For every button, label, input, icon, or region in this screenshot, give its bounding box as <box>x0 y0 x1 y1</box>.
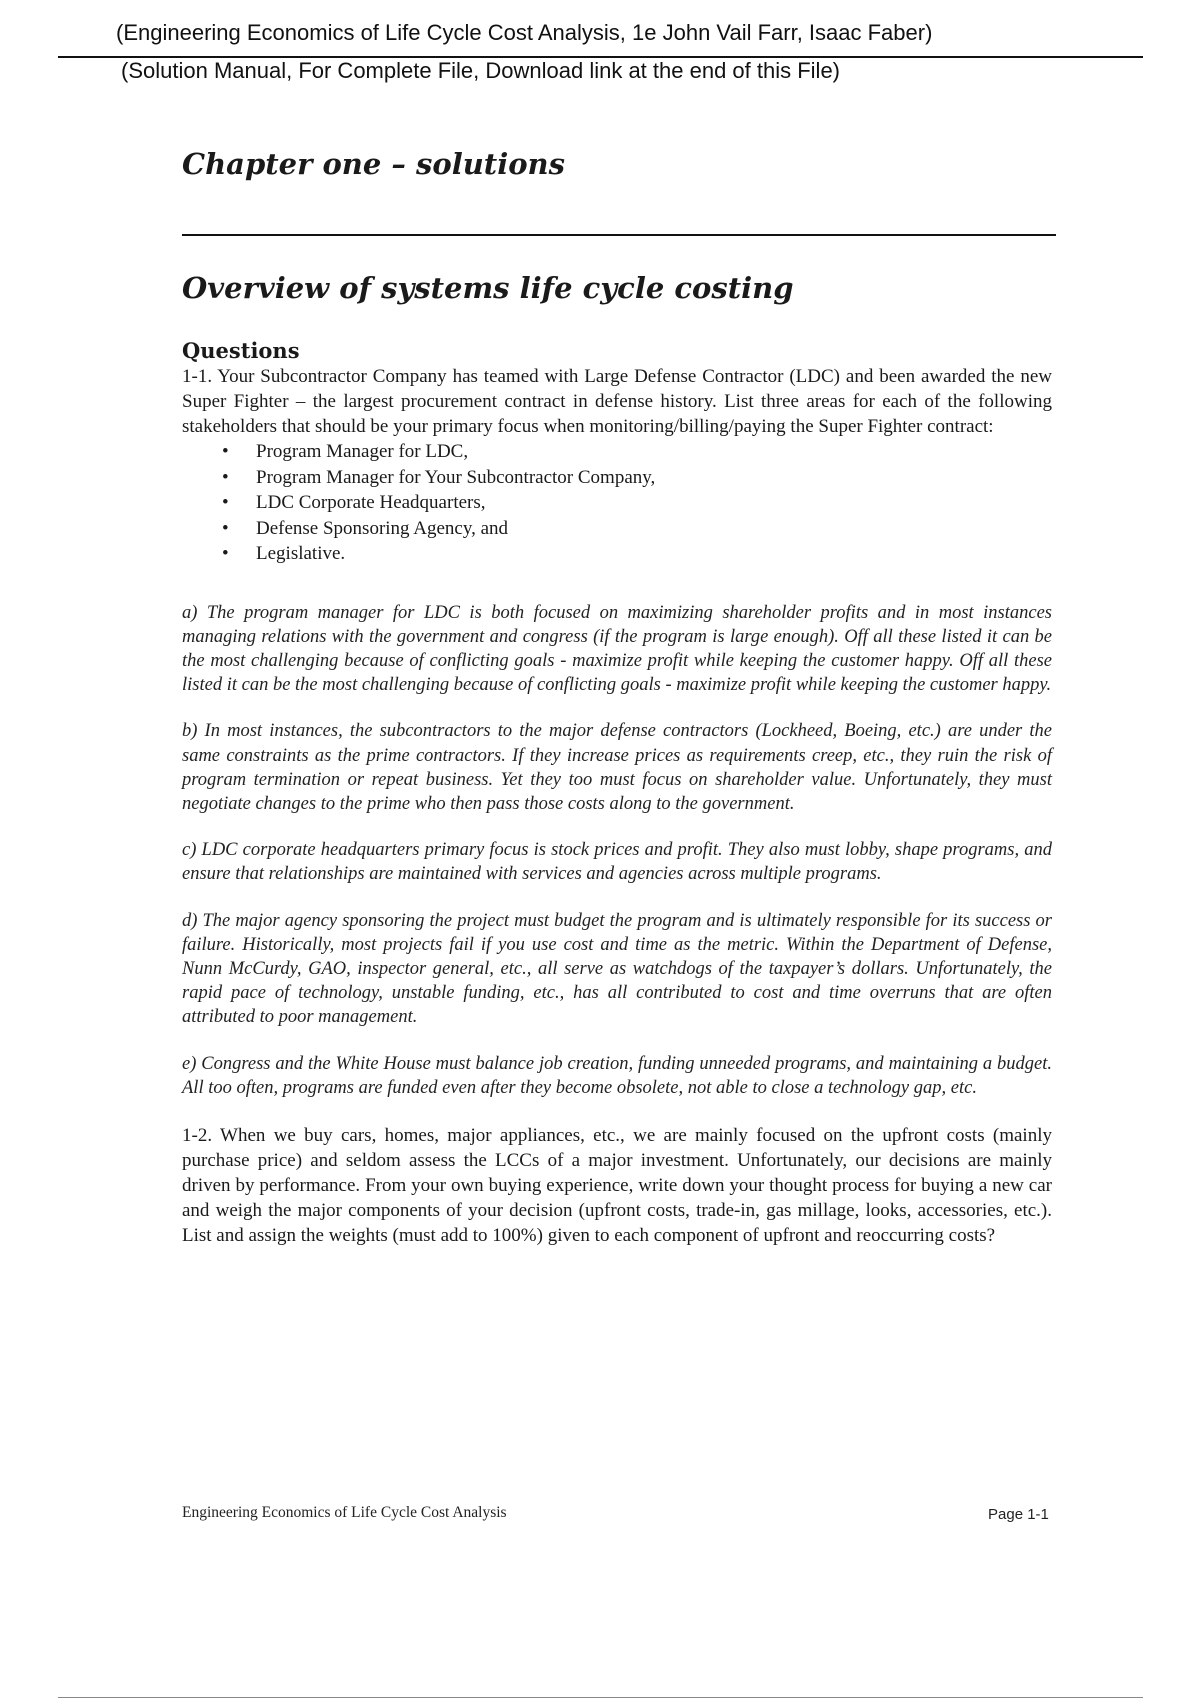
page-number: Page 1-1 <box>988 1506 1049 1523</box>
answer-b: b) In most instances, the subcontractors to the major defense contractors (Lockheed, Boeing, etc.) are under the same constraints as the prime contractors. If they increase prices as requirements creep, etc., they ruin the risk of program termination or repeat business. Yet they too must focus on shareholder value. Unfortunately, they must negotiate changes to the prime who then pass those costs along to the government. <box>182 721 1052 814</box>
footer-rule <box>58 1697 1143 1698</box>
bullet-icon: • <box>222 441 229 462</box>
answer-c: c) LDC corporate headquarters primary focus is stock prices and profit. They also must lobby, shape programs, and ensure that relationships are maintained with services and agencies across multiple programs. <box>182 840 1052 885</box>
section-title: Overview of systems life cycle costing <box>182 271 794 305</box>
page-content <box>182 140 1052 1248</box>
chapter-rule <box>182 234 1056 236</box>
chapter-title: Chapter one – solutions <box>182 147 565 181</box>
list-item: • Defense Sponsoring Agency, and <box>222 516 1052 542</box>
questions-heading: Questions <box>182 338 300 363</box>
answer-e: e) Congress and the White House must balance job creation, funding unneeded programs, and maintaining a budget. All too often, programs are funded even after they become obsolete, not able to close a technology gap, etc. <box>182 1053 1052 1098</box>
banner-title-line: (Engineering Economics of Life Cycle Cost Analysis, 1e John Vail Farr, Isaac Faber) <box>116 20 933 45</box>
list-item: • Program Manager for LDC, <box>222 439 1052 465</box>
answer-d: d) The major agency sponsoring the project must budget the program and is ultimately responsible for its success or failure. Historically, most projects fail if you use cost and time as the metric. Within the Department of Defense, Nunn McCurdy, GAO, inspector general, etc., all serve as watchdogs of the taxpayer’s dollars. Unfortunately, the rapid pace of technology, unstable funding, etc., has all contributed to cost and time overruns that are often attributed to poor management. <box>182 910 1052 1028</box>
footer-book-title: Engineering Economics of Life Cycle Cost Analysis <box>182 1504 507 1521</box>
bullet-icon: • <box>222 543 229 564</box>
banner-download-line: (Solution Manual, For Complete File, Download link at the end of this File) <box>121 58 841 83</box>
bullet-icon: • <box>222 466 229 488</box>
bullet-icon: • <box>222 492 229 513</box>
answer-a: a) The program manager for LDC is both focused on maximizing shareholder profits and in most instances managing relations with the government and congress (if the program is large enough). Off all these listed it can be the most challenging because of conflicting goals - maximize profit while keeping the customer happy. Off all these listed it can be the most challenging because of conflicting goals - maximize profit while keeping the customer happy. <box>182 602 1052 696</box>
question-2-text: 1-2. When we buy cars, homes, major appliances, etc., we are mainly focused on the upfront costs (mainly purchase price) and seldom assess the LCCs of a major investment. Unfortunately, our decisions are mainly driven by performance. From your own buying experience, write down your thought process for buying a new car and weigh the major components of your decision (upfront costs, trade-in, gas millage, looks, accessories, etc.). List and assign the weights (must add to 100%) given to each component of upfront and reoccurring costs? <box>182 1124 1052 1246</box>
list-item: • Program Manager for Your Subcontractor Company, <box>222 465 1052 491</box>
bullet-icon: • <box>222 517 229 539</box>
question-1-text: 1-1. Your Subcontractor Company has teamed with Large Defense Contractor (LDC) and been awarded the new Super Fighter – the largest procurement contract in defense history. List three areas for each of the following stakeholders that should be your primary focus when monitoring/billing/paying the Super Fighter contract: <box>182 366 1052 437</box>
list-item: • Legislative. <box>222 541 1052 567</box>
stakeholder-list <box>182 439 1052 567</box>
list-item: • LDC Corporate Headquarters, <box>222 490 1052 516</box>
